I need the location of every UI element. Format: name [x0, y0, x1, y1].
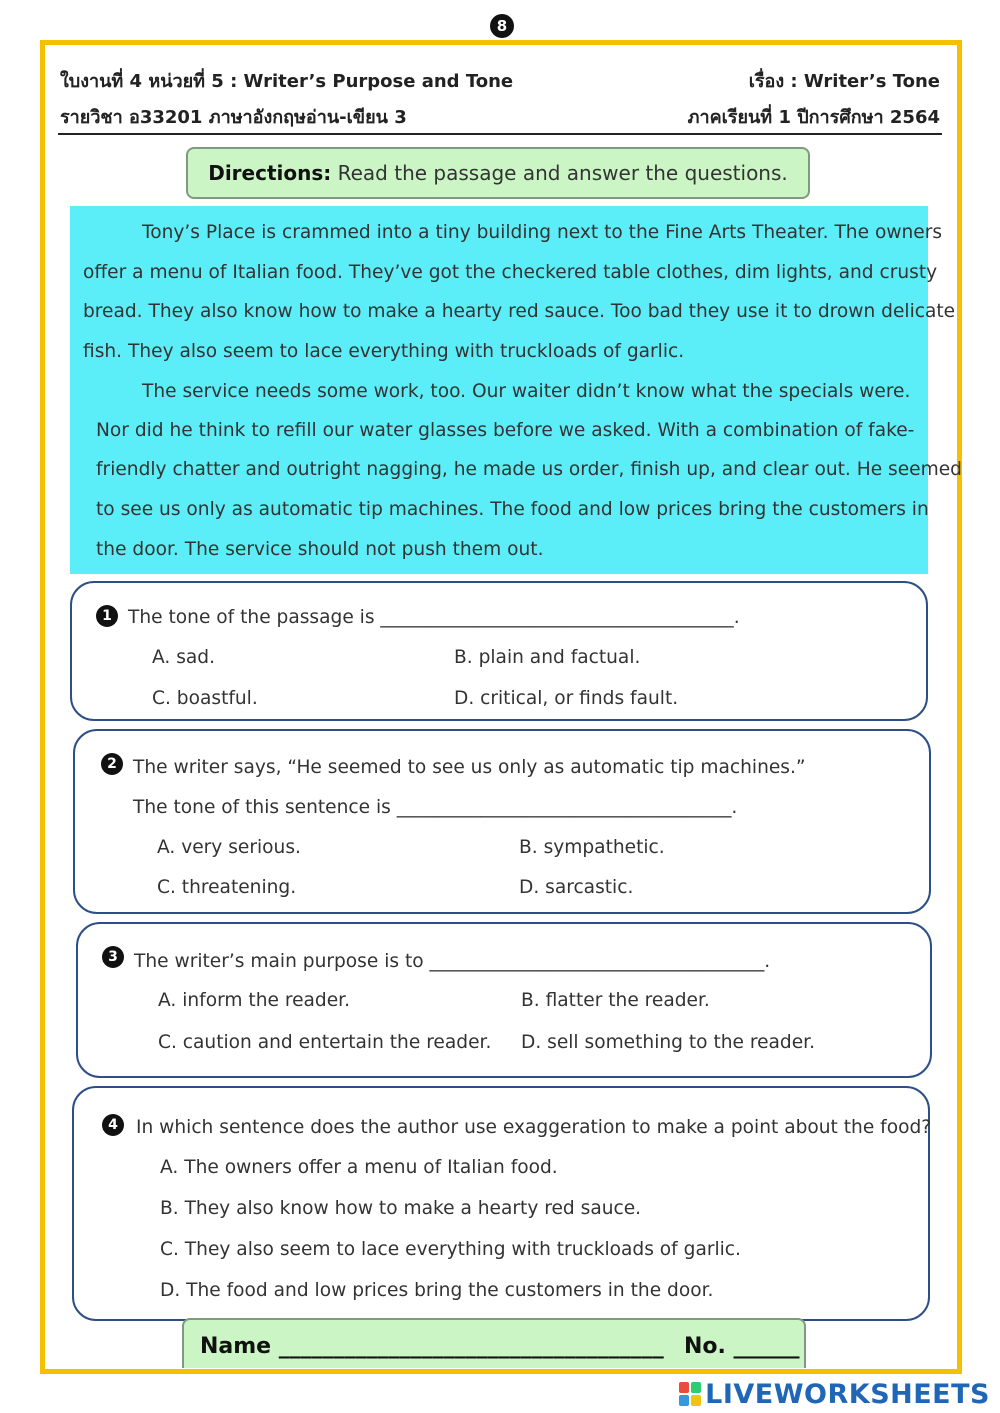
question-1-option-c[interactable]: C. boastful. — [152, 688, 258, 709]
question-1-box — [70, 581, 928, 721]
question-2-option-c[interactable]: C. threatening. — [157, 877, 297, 898]
question-4-option-b[interactable]: B. They also know how to make a hearty red sauce. — [160, 1198, 642, 1219]
passage-line: Nor did he think to refill our water glasses before we asked. With a combination of fake- — [96, 420, 915, 441]
topic-title: เรื่อง : Writer’s Tone — [748, 71, 940, 92]
header-divider — [58, 133, 942, 135]
directions-box — [186, 147, 810, 199]
question-2-stem-line2: The tone of this sentence is ____________________________________. — [133, 797, 738, 818]
passage-line: fish. They also seem to lace everything with truckloads of garlic. — [83, 341, 685, 362]
question-3-option-a[interactable]: A. inform the reader. — [158, 990, 351, 1011]
passage-line: the door. The service should not push them out. — [96, 539, 544, 560]
question-4-option-d[interactable]: D. The food and low prices bring the customers in the door. — [160, 1280, 714, 1301]
question-3-box — [76, 922, 932, 1078]
question-4-option-a[interactable]: A. The owners offer a menu of Italian food. — [160, 1157, 558, 1178]
name-field[interactable]: Name ___________________________________ — [200, 1334, 664, 1359]
directions-text: Read the passage and answer the questions. — [337, 161, 788, 185]
passage-line: The service needs some work, too. Our waiter didn’t know what the specials were. — [142, 381, 911, 402]
liveworksheets-brand-text: LIVEWORKSHEETS — [705, 1378, 990, 1410]
page-number-badge: 8 — [490, 14, 514, 38]
question-4-number: 4 — [102, 1114, 124, 1136]
name-box — [182, 1318, 806, 1368]
question-1-number: 1 — [96, 605, 118, 627]
reading-passage — [70, 206, 962, 574]
question-1-option-a[interactable]: A. sad. — [152, 647, 216, 668]
question-3-option-c[interactable]: C. caution and entertain the reader. — [158, 1032, 492, 1053]
question-1-option-d[interactable]: D. critical, or finds fault. — [454, 688, 679, 709]
passage-line: friendly chatter and outright nagging, he made us order, finish up, and clear out. He seemed — [96, 459, 962, 480]
question-2-number: 2 — [101, 753, 123, 775]
question-1-option-b[interactable]: B. plain and factual. — [454, 647, 641, 668]
question-2-option-a[interactable]: A. very serious. — [157, 837, 301, 858]
question-2-stem: The writer says, “He seemed to see us only as automatic tip machines.” — [133, 757, 806, 778]
question-2-option-d[interactable]: D. sarcastic. — [519, 877, 634, 898]
question-4-option-c[interactable]: C. They also seem to lace everything with truckloads of garlic. — [160, 1239, 741, 1260]
passage-line: bread. They also know how to make a hearty red sauce. Too bad they use it to drown delicate — [83, 301, 956, 322]
question-2-option-b[interactable]: B. sympathetic. — [519, 837, 665, 858]
number-field[interactable]: No. ______ — [684, 1334, 800, 1359]
semester-info: ภาคเรียนที่ 1 ปีการศึกษา 2564 — [687, 107, 940, 128]
course-title: รายวิชา อ33201 ภาษาอังกฤษอ่าน-เขียน 3 — [60, 107, 407, 128]
liveworksheets-logo — [679, 1378, 990, 1410]
question-3-stem: The writer’s main purpose is to ____________________________________. — [134, 951, 771, 972]
passage-line: Tony’s Place is crammed into a tiny building next to the Fine Arts Theater. The owners — [142, 222, 943, 243]
question-2-box — [73, 729, 931, 914]
passage-line: to see us only as automatic tip machines. The food and low prices bring the customers in — [96, 499, 929, 520]
question-3-option-b[interactable]: B. flatter the reader. — [521, 990, 710, 1011]
question-4-box — [72, 1086, 930, 1321]
passage-line: offer a menu of Italian food. They’ve got the checkered table clothes, dim lights, and crusty — [83, 262, 938, 283]
liveworksheets-icon — [679, 1382, 701, 1406]
question-3-option-d[interactable]: D. sell something to the reader. — [521, 1032, 816, 1053]
header-row-2 — [60, 102, 940, 131]
header-row-1 — [60, 66, 940, 95]
question-4-stem: In which sentence does the author use exaggeration to make a point about the food? — [136, 1117, 932, 1138]
question-3-number: 3 — [102, 946, 124, 968]
worksheet-title: ใบงานที่ 4 หน่วยที่ 5 : Writer’s Purpose and Tone — [60, 71, 514, 92]
question-1-stem: The tone of the passage is ______________________________________. — [128, 607, 740, 628]
directions-label: Directions: — [208, 161, 332, 185]
